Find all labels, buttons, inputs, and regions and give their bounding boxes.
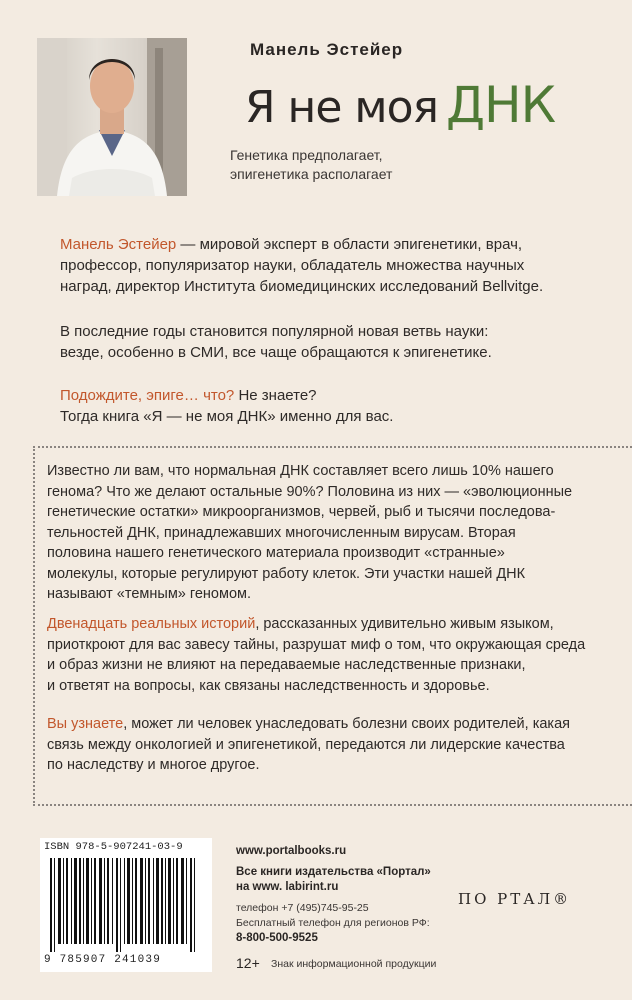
box-accent: Двенадцать реальных историй xyxy=(47,616,256,632)
intro-text: В последние годы становится популярной новая ветвь науки: xyxy=(60,323,489,340)
isbn-label: ISBN 978-5-907241-03-9 xyxy=(44,841,183,853)
intro-paragraph xyxy=(60,321,600,363)
author-photo xyxy=(37,38,187,196)
publisher-site[interactable]: www.portalbooks.ru xyxy=(236,845,347,857)
isbn-digits: 9 785907 241039 xyxy=(44,954,162,966)
box-line: генетические остатки» микроорганизмов, червей, рыб и тысячи последова- xyxy=(47,504,556,520)
age-rating-note: Знак информационной продукции xyxy=(271,958,437,970)
bio-accent: Манель Эстейер xyxy=(60,236,177,253)
publisher-labirint[interactable]: на www. labirint.ru xyxy=(236,881,339,893)
box-line: по наследству и многое другое. xyxy=(47,757,260,773)
question-paragraph xyxy=(60,385,600,427)
box-text: , рассказанных удивительно живым языком, xyxy=(255,616,554,632)
bio-text: наград, директор Института биомедицинских исследований Bellvitge. xyxy=(60,278,544,295)
box-line: и ответят на вопросы, как связаны наследственность и здоровье. xyxy=(47,677,490,694)
question-accent: Подождите, эпиге… что? xyxy=(60,387,235,404)
bio-text: — мировой эксперт в области эпигенетики, врач, xyxy=(176,236,523,253)
box-line: связь между онкологией и эпигенетикой, передаются ли лидерские качества xyxy=(47,736,565,753)
subtitle xyxy=(230,146,392,184)
box-text: , может ли человек унаследовать болезни своих родителей, какая xyxy=(123,716,570,732)
subtitle-line: Генетика предполагает, xyxy=(230,147,383,163)
box-line: называют «темным» геномом. xyxy=(47,586,252,602)
box-line: тельностей ДНК, принадлежавших многочисленным вирусам. Вторая xyxy=(47,524,516,541)
publisher-all-books: Все книги издательства «Портал» xyxy=(236,866,431,878)
title-accent: ДНК xyxy=(445,76,556,134)
bio-paragraph xyxy=(60,234,600,297)
box-line: и образ жизни не влияют на передаваемые наследственные признаки, xyxy=(47,657,526,673)
publisher-free-phone: 8-800-500-9525 xyxy=(236,932,318,944)
subtitle-line: эпигенетика располагает xyxy=(230,166,393,182)
publisher-phone: телефон +7 (495)745-95-25 xyxy=(236,902,369,914)
box-line: приоткроют для вас завесу тайны, разрушат миф о том, что окружающая среда xyxy=(47,636,586,653)
age-rating: 12+ xyxy=(236,955,260,971)
question-text: Не знаете? xyxy=(234,387,317,404)
box-paragraph-1 xyxy=(47,461,627,605)
intro-text: везде, особенно в СМИ, все чаще обращаются к эпигенетике. xyxy=(60,344,492,361)
author-name: Манель Эстейер xyxy=(250,40,404,59)
box-paragraph-2 xyxy=(47,614,627,696)
box-paragraph-3 xyxy=(47,714,627,776)
book-title xyxy=(245,76,555,134)
publisher-free-phone-label: Бесплатный телефон для регионов РФ: xyxy=(236,917,430,929)
isbn-barcode xyxy=(40,838,212,972)
box-line: Известно ли вам, что нормальная ДНК составляет всего лишь 10% нашего xyxy=(47,463,554,479)
box-line: генома? Что же делают остальные 90%? Половина из них — «эволюционные xyxy=(47,483,573,500)
question-text: Тогда книга «Я — не моя ДНК» именно для вас. xyxy=(60,408,394,425)
bio-text: профессор, популяризатор науки, обладатель множества научных xyxy=(60,257,525,274)
publisher-logo: ПО РТАЛ® xyxy=(458,890,572,908)
box-accent: Вы узнаете xyxy=(47,716,124,732)
box-line: половина нашего генетического материала производит «странные» xyxy=(47,545,505,561)
title-main: Я не моя xyxy=(245,82,438,133)
barcode-icon xyxy=(46,858,206,952)
box-line: молекулы, которые регулируют работу клеток. Эти участки нашей ДНК xyxy=(47,565,526,582)
